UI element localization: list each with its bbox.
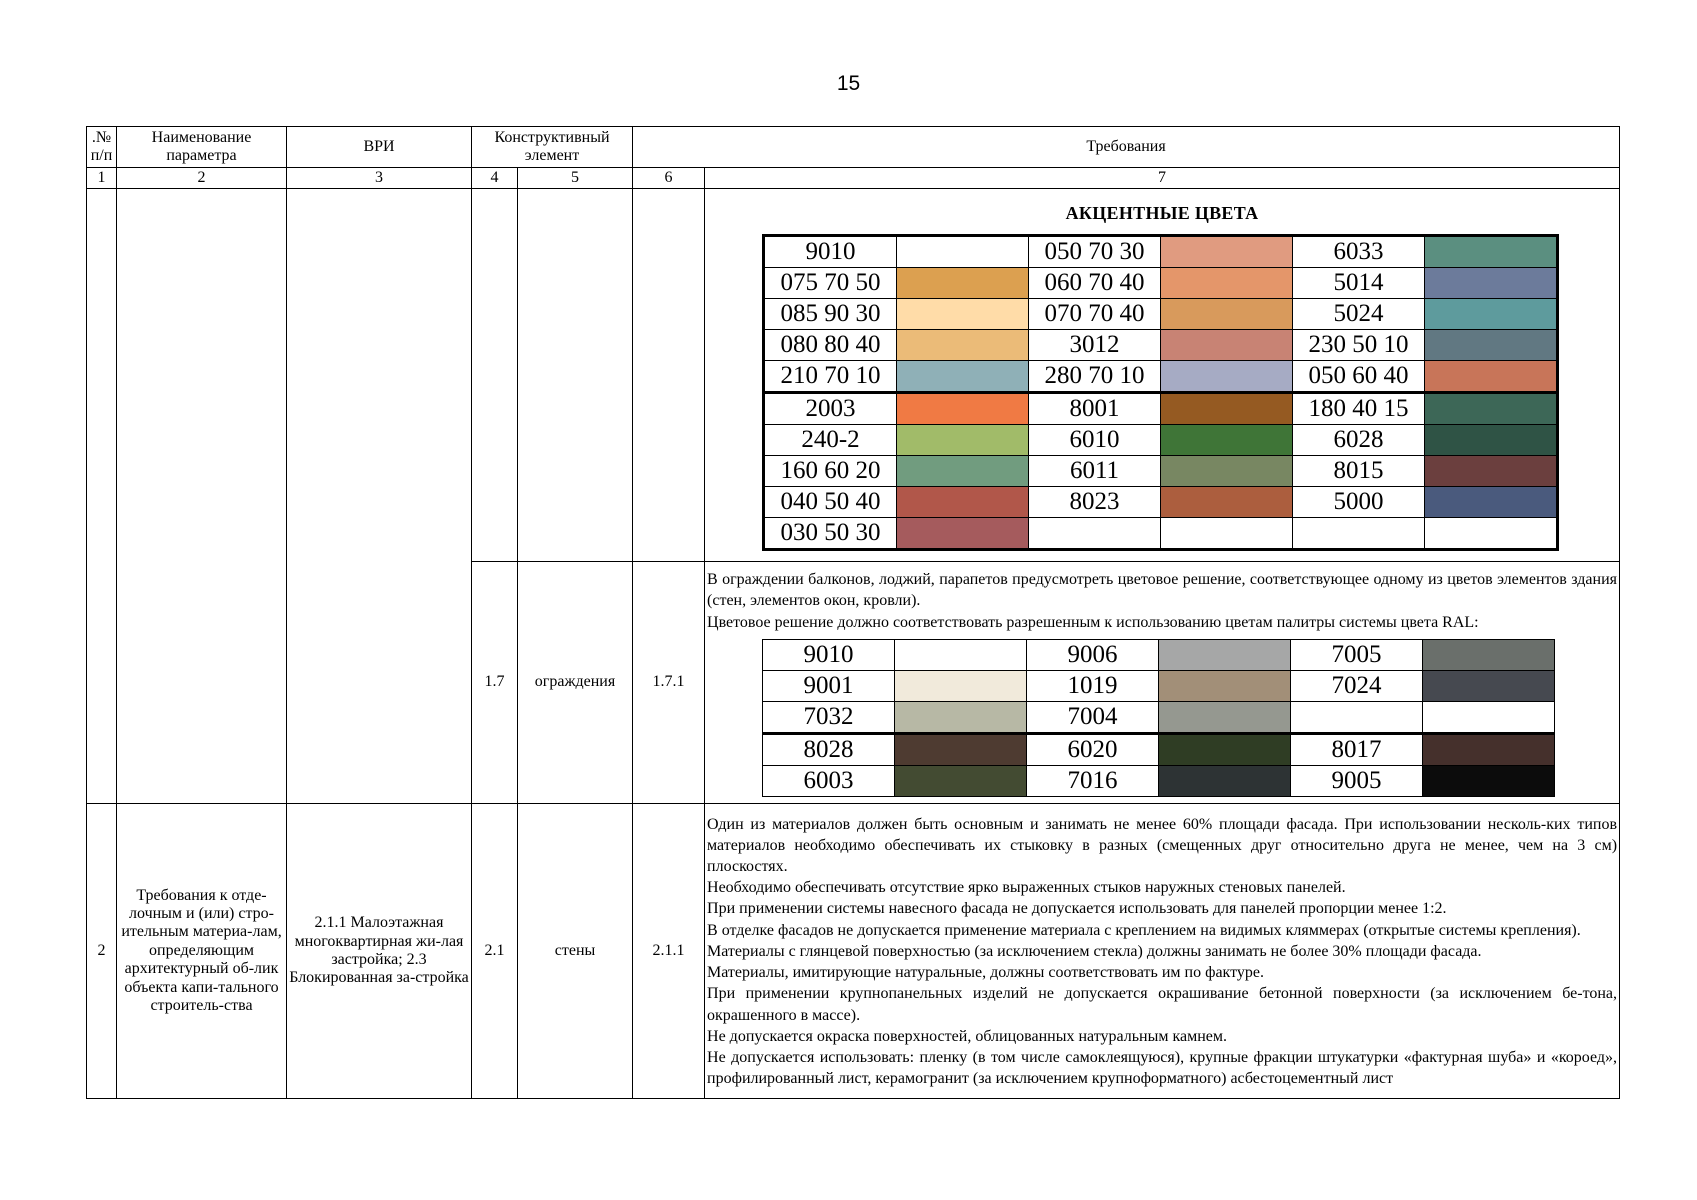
color-chip	[1161, 455, 1293, 486]
column-number: 7	[705, 168, 1620, 189]
page-number: 15	[836, 72, 861, 95]
requirement-paragraph: В отделке фасадов не допускается применение материала с креплением на видимых кляммерах (открытые системы крепления).	[707, 921, 1581, 939]
color-chip	[1161, 267, 1293, 298]
column-number: 1	[87, 168, 117, 189]
vri-text: 2.1.1 Малоэтажная многоквартирная жи-лая застройка; 2.3 Блокированная за-стройка	[287, 804, 472, 1099]
swatch-row	[764, 455, 1558, 486]
color-chip	[1425, 392, 1558, 424]
requirement-paragraph: При применении системы навесного фасада не допускается использовать для панелей пропорции менее 1:2.	[707, 900, 1447, 918]
color-code: 3012	[1029, 329, 1161, 360]
color-chip	[1425, 298, 1558, 329]
ral-colors-table	[762, 639, 1555, 797]
color-chip	[1425, 267, 1558, 298]
color-chip	[1423, 670, 1555, 701]
color-code: 7005	[1291, 639, 1423, 670]
color-code: 230 50 10	[1293, 329, 1425, 360]
color-chip	[1425, 517, 1558, 549]
header-vri: ВРИ	[287, 127, 472, 168]
color-chip	[1423, 639, 1555, 670]
color-code: 180 40 15	[1293, 392, 1425, 424]
swatch-row	[764, 267, 1558, 298]
color-code: 8028	[763, 733, 895, 765]
color-chip	[1159, 765, 1291, 796]
color-code: 1019	[1027, 670, 1159, 701]
swatch-row	[764, 235, 1558, 267]
color-code: 030 50 30	[764, 517, 897, 549]
color-chip	[897, 486, 1029, 517]
color-code: 280 70 10	[1029, 360, 1161, 392]
swatch-row	[764, 486, 1558, 517]
parameter-cell	[117, 189, 287, 804]
color-chip	[897, 424, 1029, 455]
color-chip	[1161, 329, 1293, 360]
swatch-row	[763, 639, 1555, 670]
color-code	[1291, 701, 1423, 733]
swatch-row	[763, 701, 1555, 733]
column-number: 4	[472, 168, 518, 189]
accent-colors-cell	[705, 189, 1620, 562]
color-code: 9010	[763, 639, 895, 670]
column-number: 5	[518, 168, 633, 189]
color-chip	[897, 517, 1029, 549]
color-chip	[895, 765, 1027, 796]
color-chip	[1159, 733, 1291, 765]
color-chip	[1425, 235, 1558, 267]
requirement-paragraph: В ограждении балконов, лоджий, парапетов предусмотреть цветовое решение, соответствующее одному из цветов элементов здания (стен, элементов окон, кровли).	[707, 571, 1618, 610]
color-code: 8001	[1029, 392, 1161, 424]
color-chip	[895, 670, 1027, 701]
color-chip	[1425, 455, 1558, 486]
color-chip	[1159, 701, 1291, 733]
element-name: ограждения	[518, 562, 633, 804]
color-code: 5000	[1293, 486, 1425, 517]
color-chip	[897, 235, 1029, 267]
swatch-row	[764, 329, 1558, 360]
color-chip	[897, 455, 1029, 486]
accent-colors-title: АКЦЕНТНЫЕ ЦВЕТА	[1065, 203, 1259, 224]
color-code: 6003	[763, 765, 895, 796]
requirement-text	[705, 813, 1619, 1090]
color-chip	[1425, 424, 1558, 455]
color-code: 210 70 10	[764, 360, 897, 392]
column-number: 2	[117, 168, 287, 189]
accent-colors-table	[762, 234, 1559, 551]
color-chip	[1159, 639, 1291, 670]
column-number: 3	[287, 168, 472, 189]
color-chip	[1159, 670, 1291, 701]
color-chip	[895, 701, 1027, 733]
color-code: 2003	[764, 392, 897, 424]
color-code	[1293, 517, 1425, 549]
color-chip	[1161, 360, 1293, 392]
color-code: 050 70 30	[1029, 235, 1161, 267]
element-number: 1.7	[472, 562, 518, 804]
header-row	[87, 127, 1620, 168]
color-code: 9006	[1027, 639, 1159, 670]
color-code: 070 70 40	[1029, 298, 1161, 329]
header-element: Конструктивный элемент	[472, 127, 633, 168]
element-number: 2.1	[472, 804, 518, 1099]
header-number: .№ п/п	[87, 127, 117, 168]
color-code: 5014	[1293, 267, 1425, 298]
color-code: 7032	[763, 701, 895, 733]
color-code: 9005	[1291, 765, 1423, 796]
color-chip	[897, 360, 1029, 392]
color-code: 075 70 50	[764, 267, 897, 298]
swatch-row	[763, 670, 1555, 701]
requirement-text	[705, 568, 1619, 633]
color-code: 040 50 40	[764, 486, 897, 517]
color-chip	[1161, 298, 1293, 329]
color-code: 9001	[763, 670, 895, 701]
requirement-paragraph: Не допускается использовать: пленку (в том числе самоклеящуюся), крупные фракции штукатурки «фактурная шуба» и «короед», профилированный лист, керамогранит (за исключением крупноформатного) асбестоцементный лист	[707, 1048, 1618, 1088]
row-number-cell	[87, 189, 117, 804]
swatch-row	[764, 392, 1558, 424]
color-chip	[1161, 424, 1293, 455]
requirement-paragraph: Один из материалов должен быть основным и занимать не менее 60% площади фасада. При использовании несколь-ких типов материалов необходимо обеспечивать их стыковку в разных (смещенных друг относительно друга не менее, чем на 3 см) плоскостях.	[707, 815, 1618, 876]
swatch-row	[763, 765, 1555, 796]
requirement-paragraph: Не допускается окраска поверхностей, облицованных натуральным камнем.	[707, 1027, 1228, 1045]
color-code: 6010	[1029, 424, 1161, 455]
color-chip	[1425, 360, 1558, 392]
swatch-row	[764, 298, 1558, 329]
color-code: 160 60 20	[764, 455, 897, 486]
table-row	[87, 189, 1620, 562]
code-cell	[633, 189, 705, 562]
color-chip	[1161, 235, 1293, 267]
color-chip	[1423, 733, 1555, 765]
color-code: 8015	[1293, 455, 1425, 486]
color-code: 050 60 40	[1293, 360, 1425, 392]
color-code: 080 80 40	[764, 329, 897, 360]
color-chip	[897, 329, 1029, 360]
parameter-name: Требования к отде-лочным и (или) стро-ительным материа-лам, определяющим архитектурный об-лик объекта капи-тального строитель-ства	[117, 804, 287, 1099]
color-code: 6033	[1293, 235, 1425, 267]
element-name-cell	[518, 189, 633, 562]
color-chip	[897, 298, 1029, 329]
color-chip	[1425, 486, 1558, 517]
color-chip	[1161, 517, 1293, 549]
color-code: 240-2	[764, 424, 897, 455]
color-code: 6028	[1293, 424, 1425, 455]
color-code: 7016	[1027, 765, 1159, 796]
swatch-row	[764, 360, 1558, 392]
color-chip	[897, 267, 1029, 298]
color-chip	[1425, 329, 1558, 360]
color-code: 6020	[1027, 733, 1159, 765]
row-number: 2	[87, 804, 117, 1099]
requirement-code: 2.1.1	[633, 804, 705, 1099]
color-code: 5024	[1293, 298, 1425, 329]
color-code	[1029, 517, 1161, 549]
color-chip	[895, 639, 1027, 670]
header-parameter: Наименование параметра	[117, 127, 287, 168]
column-number: 6	[633, 168, 705, 189]
color-chip	[897, 392, 1029, 424]
swatch-row	[764, 424, 1558, 455]
element-name: стены	[518, 804, 633, 1099]
requirement-paragraph: Материалы с глянцевой поверхностью (за исключением стекла) должны занимать не более 30% площади фасада.	[707, 942, 1482, 960]
color-code: 7004	[1027, 701, 1159, 733]
swatch-row	[763, 733, 1555, 765]
swatch-row	[764, 517, 1558, 549]
requirement-paragraph: Цветовое решение должно соответствовать разрешенным к использованию цветам палитры системы цвета RAL:	[707, 613, 1479, 631]
vri-cell	[287, 189, 472, 804]
color-code: 8017	[1291, 733, 1423, 765]
color-code: 8023	[1029, 486, 1161, 517]
requirement-paragraph: При применении крупнопанельных изделий не допускается окрашивание бетонной поверхности (за исключением бе-тона, окрашенного в массе).	[707, 985, 1618, 1024]
element-number-cell	[472, 189, 518, 562]
table-row	[87, 804, 1620, 1099]
requirements-text-cell	[705, 804, 1620, 1099]
color-chip	[1423, 765, 1555, 796]
requirement-paragraph: Необходимо обеспечивать отсутствие ярко выраженных стыков наружных стеновых панелей.	[707, 879, 1346, 897]
color-chip	[1161, 392, 1293, 424]
color-chip	[1423, 701, 1555, 733]
ral-colors-cell	[705, 562, 1620, 804]
column-number-row	[87, 168, 1620, 189]
requirement-code: 1.7.1	[633, 562, 705, 804]
header-requirements: Требования	[633, 127, 1620, 168]
color-code: 9010	[764, 235, 897, 267]
color-code: 7024	[1291, 670, 1423, 701]
color-code: 085 90 30	[764, 298, 897, 329]
color-code: 060 70 40	[1029, 267, 1161, 298]
color-chip	[1161, 486, 1293, 517]
color-code: 6011	[1029, 455, 1161, 486]
color-chip	[895, 733, 1027, 765]
requirements-table	[86, 126, 1620, 1099]
requirement-paragraph: Материалы, имитирующие натуральные, должны соответствовать им по фактуре.	[707, 964, 1264, 982]
